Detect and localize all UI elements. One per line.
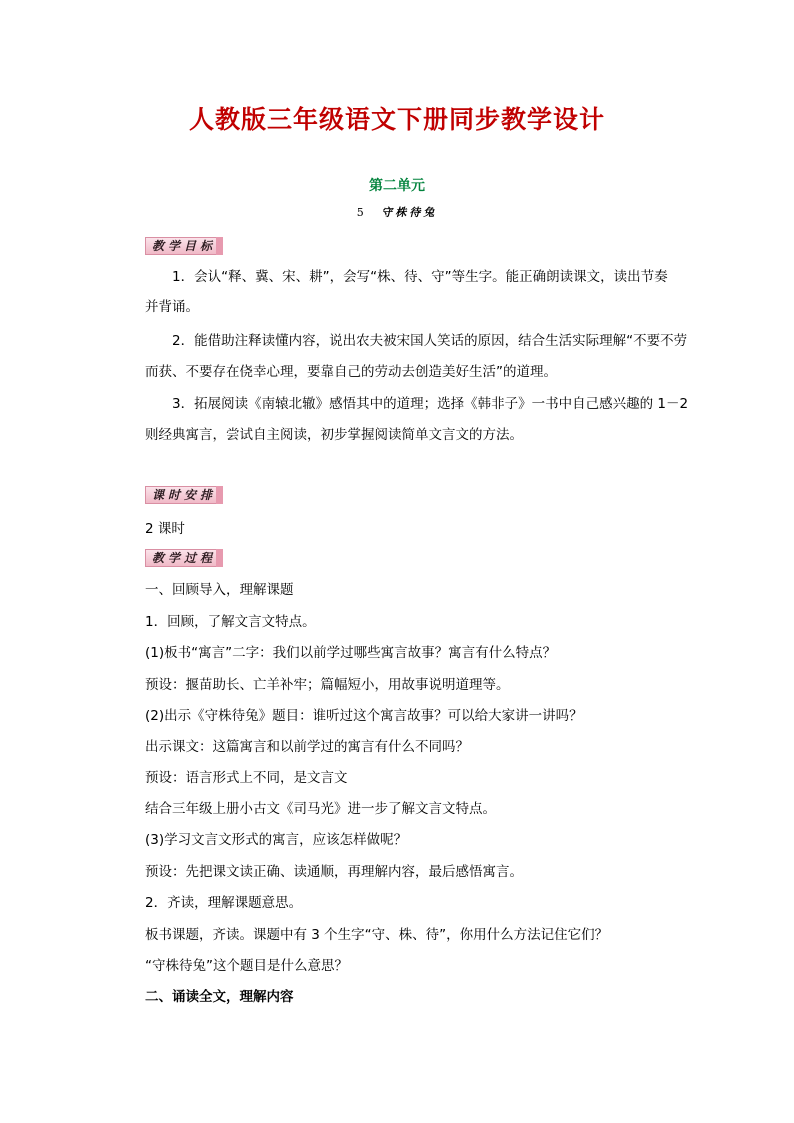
process-badge: 教学过程: [145, 549, 223, 567]
process-line-6: 出示课文：这篇寓言和以前学过的寓言有什么不同吗？: [145, 739, 469, 755]
lesson-number: 5: [356, 206, 364, 219]
goals-line-6: 则经典寓言，尝试自主阅读，初步掌握阅读简单文言文的方法。: [145, 427, 523, 443]
process-line-13: “守株待兔”这个题目是什么意思？: [145, 958, 348, 974]
schedule-text: 2 课时: [145, 521, 185, 537]
goals-badge: 教学目标: [145, 237, 223, 255]
process-line-2: 1．回顾，了解文言文特点。: [145, 614, 316, 630]
process-line-11: 2．齐读，理解课题意思。: [145, 895, 303, 911]
goals-line-3: 2．能借助注释读懂内容，说出农夫被宋国人笑话的原因，结合生活实际理解“不要不劳: [172, 333, 688, 349]
process-line-8: 结合三年级上册小古文《司马光》进一步了解文言文特点。: [145, 801, 496, 817]
process-line-9: (3)学习文言文形式的寓言，应该怎样做呢？: [145, 832, 408, 848]
goals-line-4: 而获、不要存在侥幸心理，要靠自己的劳动去创造美好生活”的道理。: [145, 364, 557, 380]
document-title: 人教版三年级语文下册同步教学设计: [188, 105, 605, 134]
goals-line-5: 3．拓展阅读《南辕北辙》感悟其中的道理；选择《韩非子》一书中自己感兴趣的 1－2: [172, 396, 689, 412]
goals-line-2: 并背诵。: [145, 299, 199, 315]
process-line-5: (2)出示《守株待兔》题目：谁听过这个寓言故事？可以给大家讲一讲吗？: [145, 708, 583, 724]
process-line-7: 预设：语言形式上不同，是文言文: [145, 770, 348, 786]
goals-line-1: 1．会认“释、冀、宋、耕”，会写“株、待、守”等生字。能正确朗读课文，读出节奏: [172, 269, 668, 285]
lesson-heading: [0, 204, 794, 220]
process-line-10: 预设：先把课文读正确、读通顺，再理解内容，最后感悟寓言。: [145, 864, 523, 880]
process-line-4: 预设：揠苗助长、亡羊补牢；篇幅短小，用故事说明道理等。: [145, 677, 510, 693]
lesson-name: 守株待兔: [381, 206, 438, 219]
process-line-1: 一、回顾导入，理解课题: [145, 582, 294, 598]
unit-heading: 第二单元: [369, 178, 425, 194]
process-line-12: 板书课题，齐读。课题中有 3 个生字“守、株、待”，你用什么方法记住它们？: [145, 927, 609, 943]
schedule-badge: 课时安排: [145, 486, 223, 504]
process-line-14: 二、诵读全文，理解内容: [145, 989, 294, 1005]
process-line-3: (1)板书“寓言”二字：我们以前学过哪些寓言故事？寓言有什么特点？: [145, 645, 557, 661]
